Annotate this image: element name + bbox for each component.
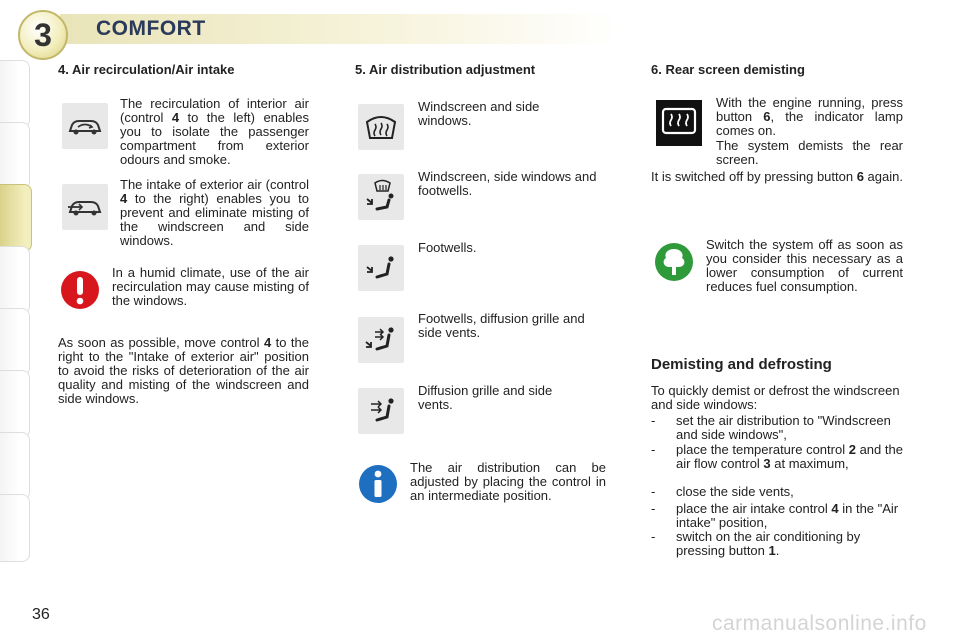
section-heading-rear-demist: 6. Rear screen demisting [651, 62, 805, 77]
demisting-intro: To quickly demist or defrost the windscreen and side windows: [651, 383, 900, 412]
distribution-item-1: Windscreen and side windows. [418, 99, 540, 128]
exclamation-icon [60, 270, 100, 310]
chapter-tabs [0, 60, 34, 580]
eco-note: Switch the system off as soon as you consider this necessary as a lower consumption of current reduces fuel consumption. [706, 237, 903, 294]
info-icon [358, 464, 398, 504]
chapter-tab[interactable] [0, 308, 30, 376]
info-note: The air distribution can be adjusted by placing the control in an intermediate position. [410, 460, 606, 503]
page-number: 36 [32, 606, 50, 623]
chapter-tab[interactable] [0, 246, 30, 314]
car-air-intake-icon [62, 184, 108, 230]
section-heading-distribution: 5. Air distribution adjustment [355, 62, 536, 77]
demist-step-3: - close the side vents, [651, 484, 794, 499]
chapter-tab[interactable] [0, 60, 30, 128]
tree-icon [654, 242, 694, 282]
distribution-item-3: Footwells. [418, 240, 477, 255]
grille-vents-icon [358, 388, 404, 434]
car-recirculation-icon [62, 103, 108, 149]
chapter-tab[interactable] [0, 122, 30, 190]
distribution-item-2: Windscreen, side windows and footwells. [418, 169, 597, 198]
distribution-item-5: Diffusion grille and side vents. [418, 383, 553, 412]
chapter-tab[interactable] [0, 432, 30, 500]
chapter-number-badge [18, 10, 68, 60]
demist-step-5: - switch on the air conditioning by pressing button 1. [651, 529, 861, 558]
rear-screen-demist-icon [656, 100, 702, 146]
recirculation-text: The recirculation of interior air (control 4 to the left) enables you to isolate the passenger compartment from exterior odours and smoke. [120, 96, 309, 167]
rear-demist-text-2: The system demists the rear screen. [716, 138, 903, 167]
demist-step-4: - place the air intake control 4 in the "Air intake" position, [651, 501, 899, 530]
section-heading-recirculation: 4. Air recirculation/Air intake [58, 62, 235, 77]
page-title: COMFORT [96, 17, 206, 40]
chapter-tab[interactable] [0, 494, 30, 562]
footwell-icon [358, 245, 404, 291]
demisting-section-title: Demisting and defrosting [651, 356, 832, 373]
distribution-item-4: Footwells, diffusion grille and side vents. [418, 311, 585, 340]
footwell-vents-icon [358, 317, 404, 363]
chapter-tab[interactable] [0, 370, 30, 438]
windscreen-demist-icon [358, 104, 404, 150]
demist-step-2: - place the temperature control 2 and the air flow control 3 at maximum, [651, 442, 903, 471]
windscreen-footwell-icon [358, 174, 404, 220]
demist-step-1: - set the air distribution to "Windscreen and side windows", [651, 413, 891, 442]
humid-climate-warning: In a humid climate, use of the air recirculation may cause misting of the windows. [112, 265, 309, 308]
rear-demist-text-3: It is switched off by pressing button 6 again. [651, 169, 903, 184]
air-intake-text: The intake of exterior air (control 4 to the right) enables you to prevent and eliminate misting of the windscreen and side windows. [120, 177, 309, 248]
chapter-number: 3 [34, 16, 52, 53]
chapter-tab-active[interactable] [0, 184, 32, 252]
intake-advice-text: As soon as possible, move control 4 to the right to the "Intake of exterior air" position to avoid the risks of deterioration of the air quality and misting of the windscreen and side windows. [58, 335, 309, 406]
watermark: carmanualsonline.info [712, 612, 927, 635]
rear-demist-text-1: With the engine running, press button 6, the indicator lamp comes on. [716, 95, 903, 138]
